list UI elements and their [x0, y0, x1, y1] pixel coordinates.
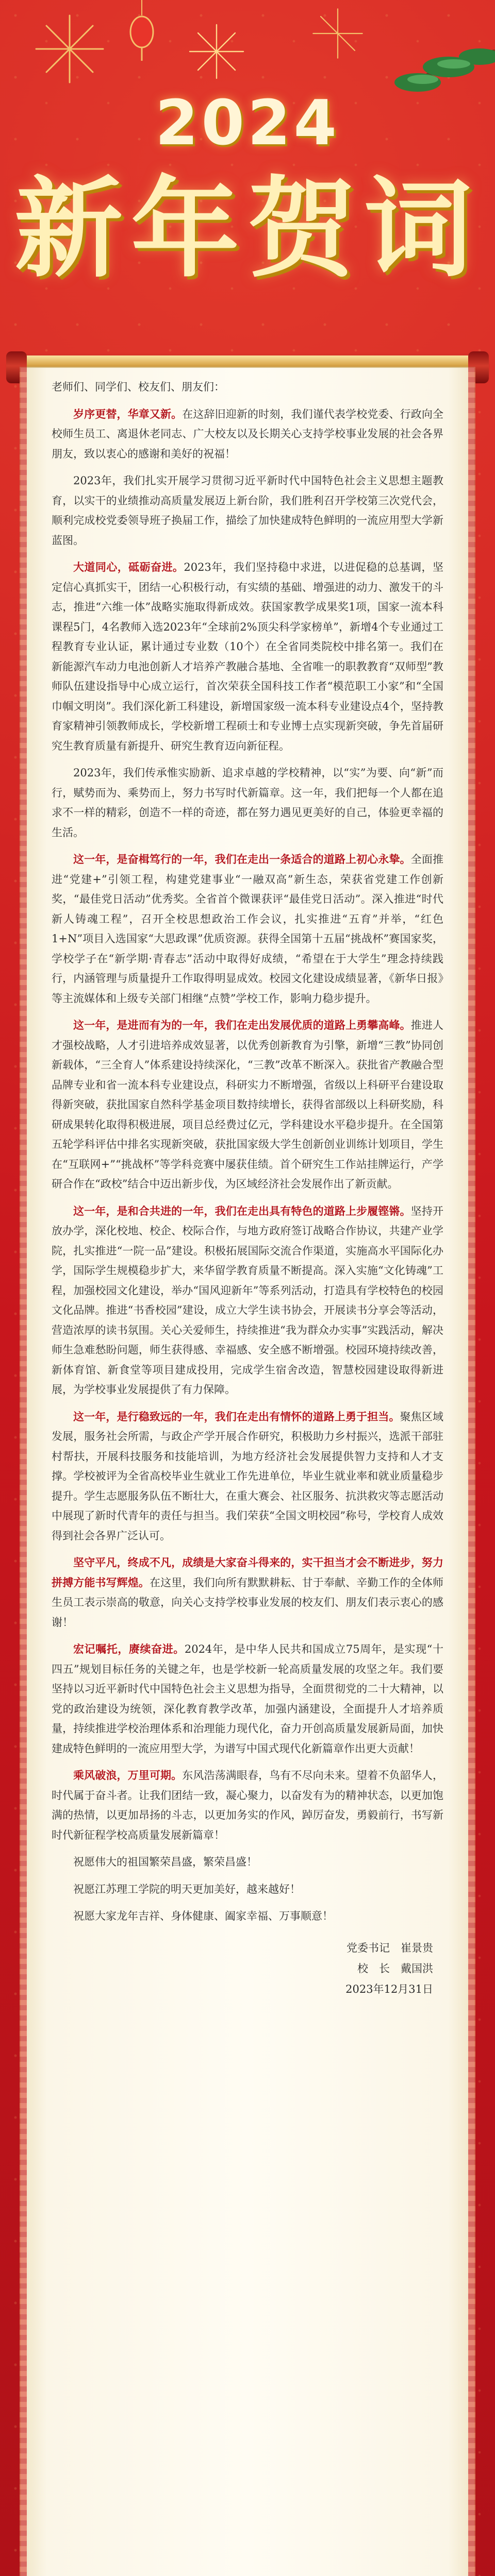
letter-paragraph: 岁序更替，华章又新。在这辞旧迎新的时刻，我们谨代表学校党委、行政向全校师生员工、离退休老同志、广大校友以及长期关心支持学校事业发展的社会各界朋友，致以衷心的感谢和美好的祝福！ — [52, 407, 444, 460]
signature-president: 校 长 戴国洪 — [357, 1962, 433, 1975]
letter-paragraph: 坚守平凡，终成不凡，成绩是大家奋斗得来的，实干担当才会不断进步，努力拼搏方能书写辉煌。在这里，我们向所有默默耕耘、甘于奉献、辛勤工作的全体师生员工表示崇高的敬意，向关心支持学校事业发展的校友们、朋友们表示衷心的感谢！ — [52, 1556, 444, 1629]
scroll-paper — [20, 367, 475, 2576]
page-title: 新年贺词 — [14, 166, 481, 292]
letter-wish: 祝愿大家龙年吉祥、身体健康、阖家幸福、万事顺意！ — [73, 1910, 333, 1922]
letter-paragraph: 这一年，是行稳致远的一年，我们在走出有情怀的道路上勇于担当。聚焦区域发展，服务社会所需，与政企产学开展合作研究，积极助力乡村振兴，选派干部驻村帮扶，开展科技服务和技能培训，为地方经济社会发展提供智力支持和人才支撑。学校被评为全省高校毕业生就业工作先进单位，毕业生就业率和就业质量稳步提升。学生志愿服务队伍不断壮大，在重大赛会、社区服务、抗洪救灾等志愿活动中展现了新时代青年的责任与担当。我们荣获“全国文明校园”称号，学校育人成效得到社会各界广泛认可。 — [52, 1410, 444, 1542]
title-year: 2024 — [155, 88, 340, 159]
firework-icon — [309, 5, 366, 62]
letter-paragraph: 这一年，是进而有为的一年，我们在走出发展优质的道路上勇攀高峰。推进人才强校战略，人才引进培养成效显著，以优秀创新教育为引擎，新增“三教”协同创新载体，“三全育人”体系建设持续深化，“三教”改革不断深入。获批省产教融合型品牌专业和省一流本科专业建设点，科研实力不断增强，省级以上科研平台建设取得新突破，获批国家自然科学基金项目数持续增长，获得省部级以上科研奖励，科研成果转化取得积极进展，项目总经费过亿元，学科建设水平稳步提升。在全国第五轮学科评估中排名实现新突破，获批国家级大学生创新创业训练计划项目，学生在“互联网+”“挑战杯”等学科竞赛中屡获佳绩。首个研究生工作站挂牌运行，产学研合作在“政校”结合中迈出新步伐，为区域经济社会发展作出了新贡献。 — [52, 1019, 444, 1190]
letter-wish: 祝愿江苏理工学院的明天更加美好，越来越好！ — [73, 1883, 301, 1895]
letter-paragraph: 2023年，我们扎实开展学习贯彻习近平新时代中国特色社会主义思想主题教育，以实干的业绩推动高质量发展迈上新台阶，我们胜利召开学校第三次党代会，顺利完成校党委领导班子换届工作，描绘了加快建成特色鲜明的一流应用型大学新蓝图。 — [52, 474, 443, 547]
firework-icon — [186, 21, 248, 82]
letter-paragraph: 这一年，是和合共进的一年，我们在走出具有特色的道路上步履铿锵。坚持开放办学，深化校地、校企、校际合作，与地方政府签订战略合作协议，共建产业学院，扎实推进“一院一品”建设。积极拓展国际交流合作渠道，实施高水平国际化办学，国际学生规模稳步扩大，来华留学教育质量不断提高。深入实施“文化铸魂”工程，加强校园文化建设，举办“国风迎新年”等系列活动，打造具有学校特色的校园文化品牌。推进“书香校园”建设，成立大学生读书协会，开展读书分享会等活动，营造浓厚的读书氛围。关心关爱师生，持续推进“我为群众办实事”实践活动，解决师生急难愁盼问题，师生获得感、幸福感、安全感不断增强。校园环境持续改善，新体育馆、新食堂等项目建成投用，完成学生宿舍改造，智慧校园建设取得新进展，为学校事业发展提供了有力保障。 — [52, 1204, 444, 1396]
letter-paragraph: 这一年，是奋楫笃行的一年，我们在走出一条适合的道路上初心永挚。全面推进“党建+”引领工程，构建党建事业“一融双高”新生态，荣获省党建工作创新奖，“最佳党日活动”优秀奖。全省首个微课获评“最佳党日活动”。深入推进“时代新人铸魂工程”，召开全校思想政治工作会议，扎实推进“五育”并举，“红色1+N”项目入选国家“大思政课”优质资源。获得全国第十五届“挑战杯”赛国家奖，学校学子在“新学期·青春志”活动中取得好成绩，“希望在于大学生”理念持续践行，内涵管理与质量提升工作取得明显成效。校园文化建设成绩显著，《新华日报》等主流媒体和上级专关部门相继“点赞”学校工作，影响力稳步提升。 — [52, 853, 444, 1005]
header — [0, 0, 495, 371]
letter-paragraph: 大道同心，砥砺奋进。2023年，我们坚持稳中求进，以进促稳的总基调，坚定信心真抓实干，团结一心积极行动，有实绩的基础、增强进的动力、激发干的斗志，推进“六维一体”战略实施取得新成效。获国家教学成果奖1项，国家一流本科课程5门，4名教师入选2023年“全球前2%顶尖科学家榜单”，新增4个专业通过工程教育专业认证，累计通过专业数（10个）在全省同类院校中排名第一。我们在新能源汽车动力电池创新人才培养产教融合基地、全省唯一的职教教育“双师型”教师队伍建设指导中心成立运行，首次荣获全国科技工作者“模范职工小家”和“全国巾帼文明岗”。我们深化新工科建设，新增国家级一流本科专业建设点4个，坚持教育家精神引领教师成长，学校新增工程硕士和专业博士点实现新突破，争先首届研究生教育质量有新提升、研究生教育迈向新征程。 — [52, 561, 443, 752]
firework-icon — [31, 10, 108, 88]
signature-date: 2023年12月31日 — [345, 1982, 433, 1995]
letter-paragraph: 宏记嘱托，赓续奋进。2024年，是中华人民共和国成立75周年，是实现“十四五”规划目标任务的关键之年，也是学校新一轮高质量发展的攻坚之年。我们要坚持以习近平新时代中国特色社会主义思想为指导，全面贯彻党的二十大精神，以党的政治建设为统领，深化教育教学改革，加强内涵建设，全面提升人才培养质量，持续推进学校治理体系和治理能力现代化，奋力开创高质量发展新局面，加快建成特色鲜明的一流应用型大学，为谱写中国式现代化新篇章作出更大贡献！ — [52, 1642, 443, 1755]
signature — [52, 1938, 443, 1999]
letter-wish: 祝愿伟大的祖国繁荣昌盛，繁荣昌盛！ — [73, 1856, 257, 1868]
signature-secretary: 党委书记 崔景贵 — [346, 1941, 433, 1954]
lantern-icon — [129, 0, 155, 62]
letter-paragraph: 乘风破浪，万里可期。东风浩荡满眼春，鸟有不尽向未来。望着不负韶华人，时代属于奋斗者。让我们团结一致，凝心聚力，以奋发有为的精神状态，以更加饱满的热情，以更加昂扬的斗志，以更加务实的作风，踔厉奋发，勇毅前行，书写新时代新征程学校高质量发展新篇章！ — [52, 1769, 444, 1841]
letter-paragraph: 2023年，我们传承惟实励新、追求卓越的学校精神，以“实”为要、向“新”而行，赋势而为、乘势而上，努力书写时代新篇章。这一年，我们把每一个人都在追求不一样的精彩，创造不一样的奇迹，都在努力遇见更美好的自己，体验更幸福的生活。 — [52, 767, 443, 839]
letter-body — [52, 377, 443, 1999]
letter-greeting: 老师们、同学们、校友们、朋友们： — [52, 381, 225, 393]
